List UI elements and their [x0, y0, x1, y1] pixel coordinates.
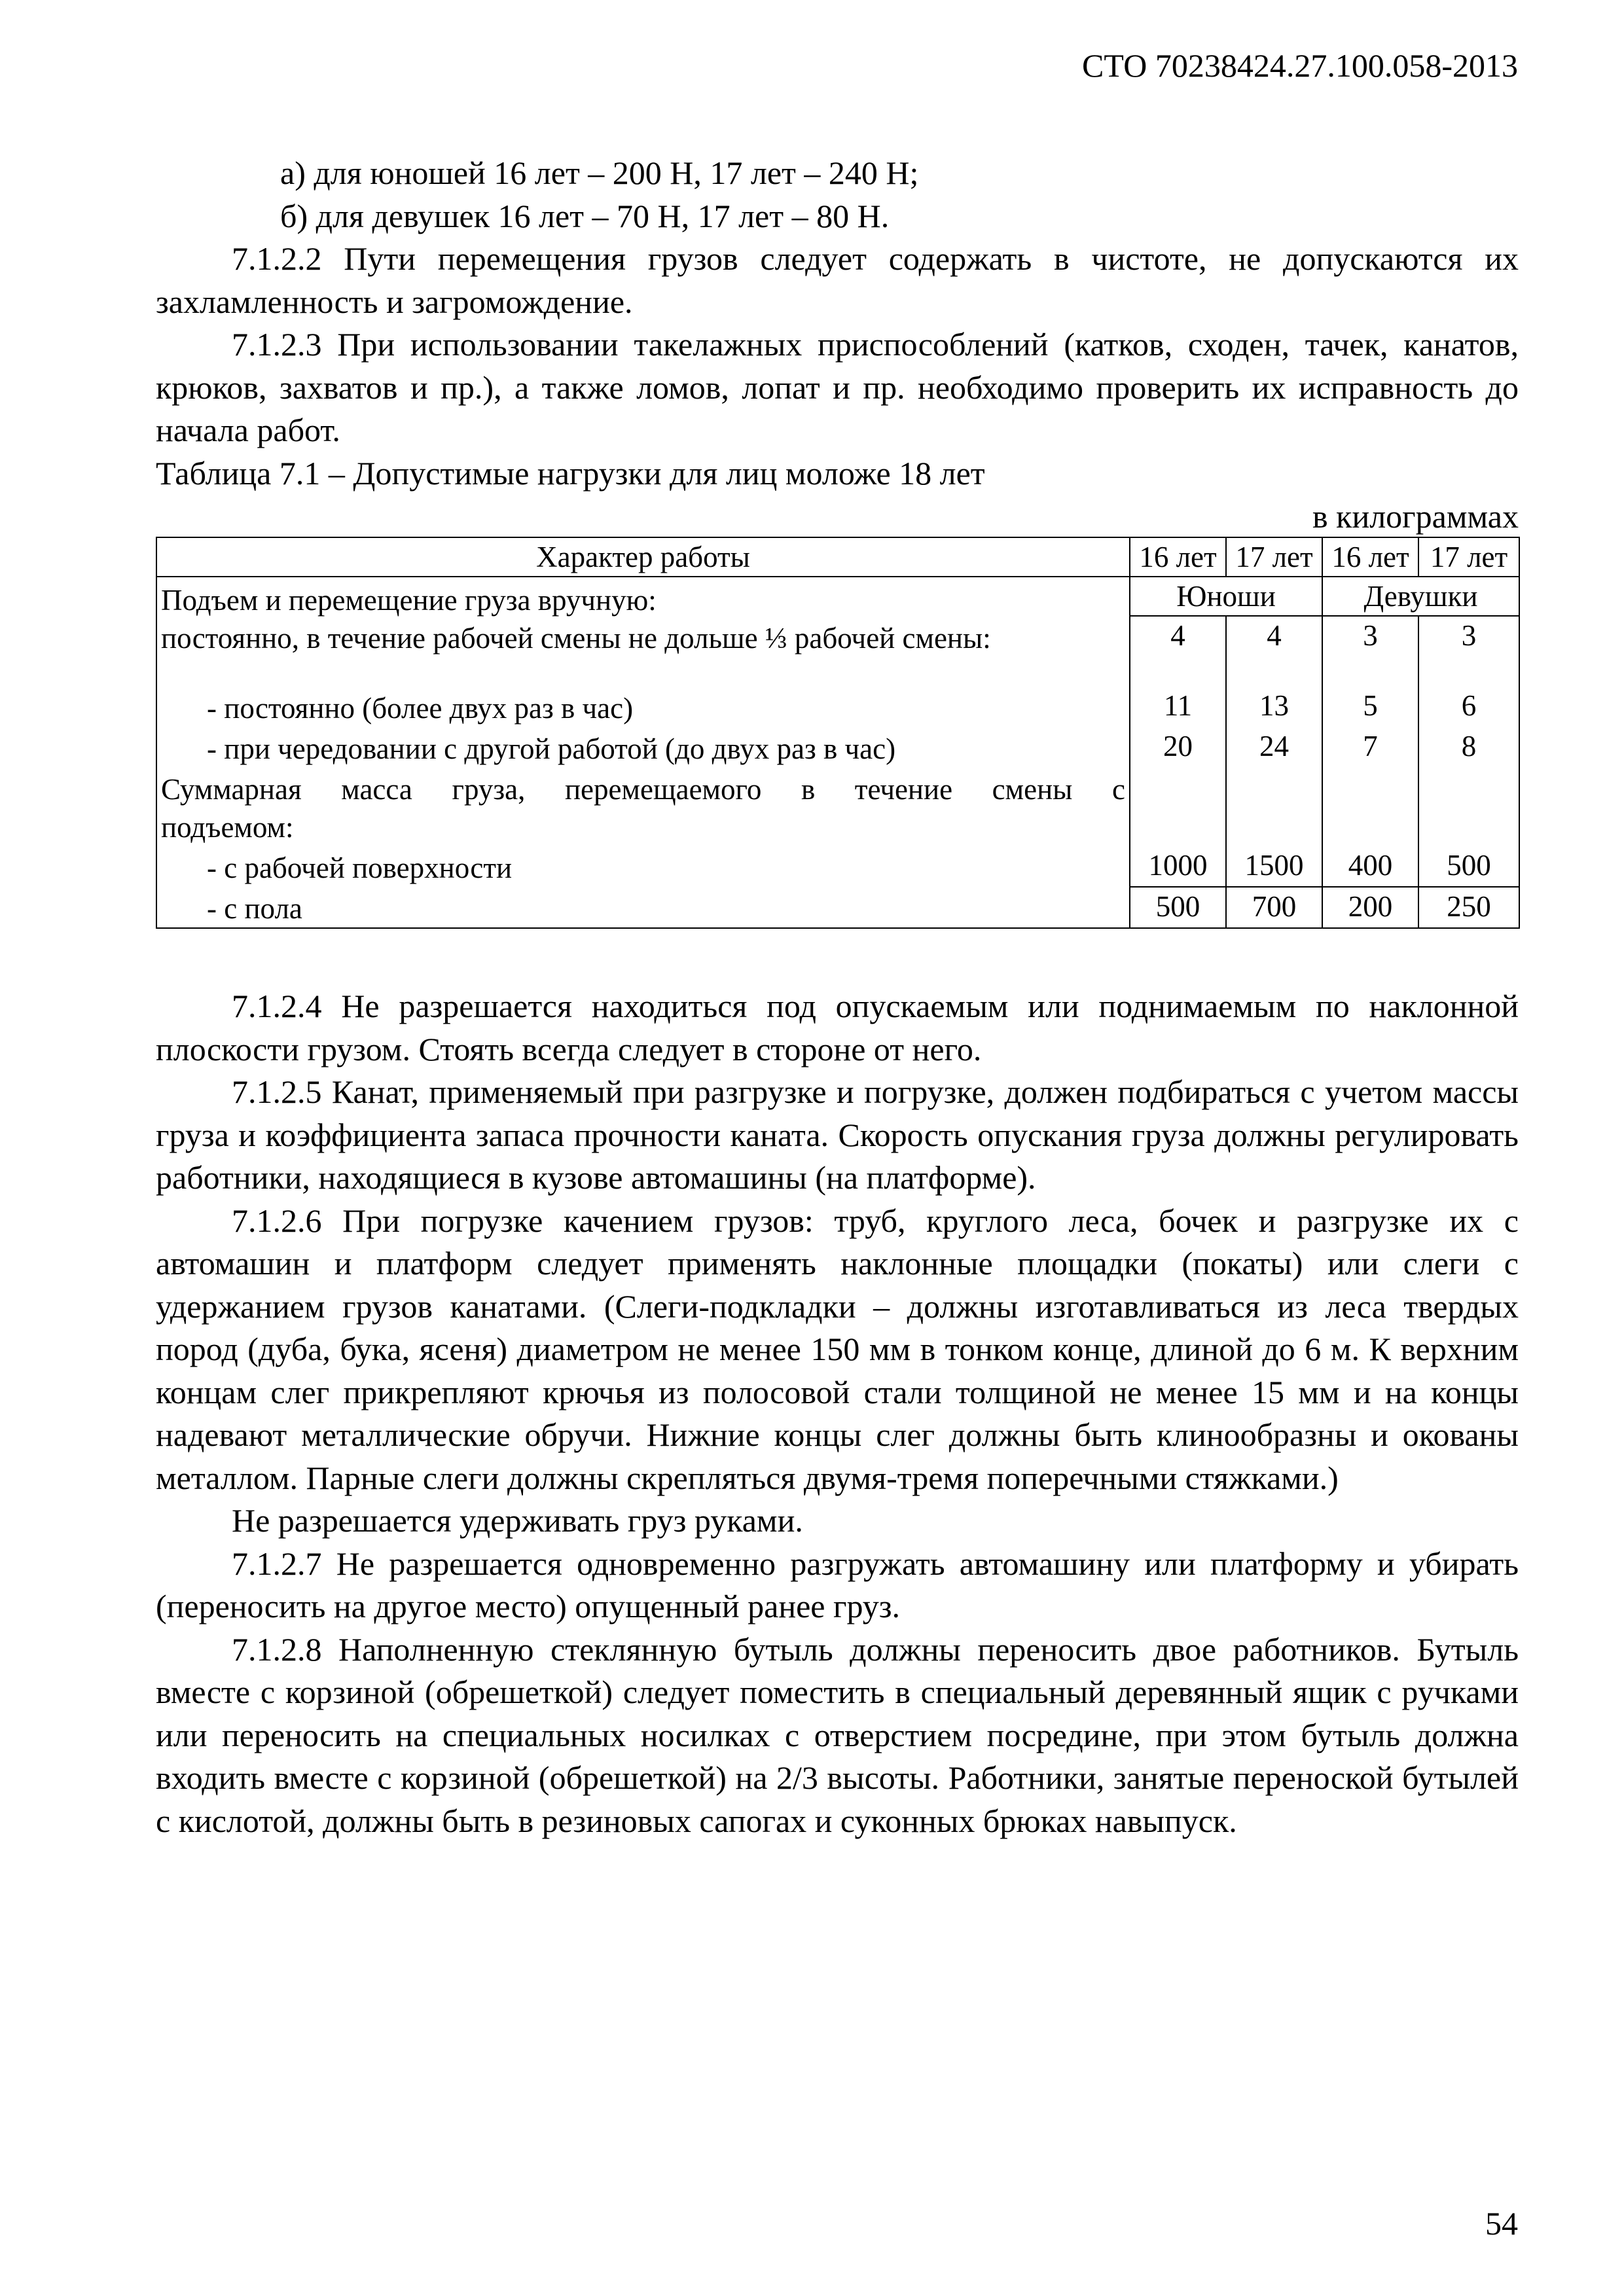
- group-boys: Юноши: [1130, 577, 1322, 616]
- paragraph-7-1-2-4: 7.1.2.4 Не разрешается находиться под опускаемым или поднимаемым по наклонной плоскости грузом. Стоять всегда следует в стороне от него.: [156, 988, 1519, 1067]
- paragraph-7-1-2-3: 7.1.2.3 При использовании такелажных приспособлений (катков, сходен, тачек, канатов, крюков, захватов и пр.), а также ломов, лопат и пр. необходимо проверить их исправность до начала работ.: [156, 326, 1519, 448]
- cell-value: 7: [1322, 727, 1418, 768]
- paragraph-7-1-2-5: 7.1.2.5 Канат, применяемый при разгрузке и погрузке, должен подбираться с учетом массы груза и коэффициента запаса прочности каната. Скорость опускания груза должны регулировать работники, находящиеся в кузове автомашины (на платформе).: [156, 1073, 1519, 1196]
- header-age-2: 17 лет: [1226, 537, 1322, 577]
- paragraphs-after-table: [156, 985, 1519, 1842]
- cell-value: [1322, 768, 1418, 846]
- page-content: [156, 152, 1519, 1842]
- table-header-row: [156, 537, 1519, 577]
- cell-value: 11: [1130, 687, 1226, 727]
- row-label-line: Суммарная масса груза, перемещаемого в течение смены с: [161, 773, 1125, 806]
- table-unit: в килограммах: [1312, 498, 1519, 535]
- cell-value: 4: [1130, 616, 1226, 687]
- table-row: [156, 577, 1519, 616]
- cell-value: 200: [1322, 887, 1418, 928]
- row-label: [156, 577, 1130, 687]
- list-item-b: б) для девушек 16 лет – 70 Н, 17 лет – 80 Н.: [280, 197, 890, 234]
- paragraph-7-1-2-8: 7.1.2.8 Наполненную стеклянную бутыль должны переносить двое работников. Бутыль вместе с корзиной (обрешеткой) следует поместить в специальный деревянный ящик с ручками или переносить на специальных носилках с отверстием посредине, при этом бутыль должна входить вместе с корзиной (обрешеткой) на 2/3 высоты. Работники, занятые переноской бутылей с кислотой, должны быть в резиновых сапогах и суконных брюках навыпуск.: [156, 1630, 1519, 1839]
- paragraph-7-1-2-7: 7.1.2.7 Не разрешается одновременно разгружать автомашину или платформу и убирать (переносить на другое место) опущенный ранее груз.: [156, 1545, 1519, 1624]
- document-code-header: СТО 70238424.27.100.058-2013: [1082, 47, 1518, 84]
- cell-value: 20: [1130, 727, 1226, 768]
- header-age-1: 16 лет: [1130, 537, 1226, 577]
- row-label: [156, 768, 1130, 846]
- paragraph-7-1-2-2: 7.1.2.2 Пути перемещения грузов следует содержать в чистоте, не допускаются их захламленность и загромождение.: [156, 240, 1519, 320]
- load-limits-table: [156, 537, 1520, 929]
- row-label: [156, 727, 1130, 768]
- row-label-line: Подъем и перемещение груза вручную:: [161, 584, 657, 617]
- table-row: [156, 687, 1519, 727]
- row-label-text: - с пола: [207, 892, 302, 925]
- page-number: 54: [1485, 2205, 1518, 2242]
- cell-value: 13: [1226, 687, 1322, 727]
- cell-value: [1418, 768, 1519, 846]
- paragraph-hold-by-hands: Не разрешается удерживать груз руками.: [232, 1502, 803, 1539]
- row-label: [156, 687, 1130, 727]
- group-girls: Девушки: [1322, 577, 1519, 616]
- header-age-4: 17 лет: [1418, 537, 1519, 577]
- cell-value: 4: [1226, 616, 1322, 687]
- cell-value: 3: [1418, 616, 1519, 687]
- cell-value: 8: [1418, 727, 1519, 768]
- table-row: [156, 727, 1519, 768]
- row-label: [156, 846, 1130, 887]
- table-row: [156, 768, 1519, 846]
- header-work-type: Характер работы: [156, 537, 1130, 577]
- row-label: [156, 887, 1130, 928]
- row-label-line: постоянно, в течение рабочей смены не дольше ⅓ рабочей смены:: [161, 622, 991, 655]
- cell-value: 400: [1322, 846, 1418, 887]
- row-label-line: подъемом:: [161, 811, 294, 844]
- table-row: [156, 846, 1519, 887]
- table-caption: Таблица 7.1 – Допустимые нагрузки для лиц моложе 18 лет: [156, 454, 985, 492]
- row-label-text: - при чередовании с другой работой (до двух раз в час): [207, 732, 896, 765]
- row-label-text: - постоянно (более двух раз в час): [207, 692, 634, 725]
- row-label-text: - с рабочей поверхности: [207, 852, 513, 884]
- cell-value: 250: [1418, 887, 1519, 928]
- cell-value: 1000: [1130, 846, 1226, 887]
- cell-value: 700: [1226, 887, 1322, 928]
- cell-value: 3: [1322, 616, 1418, 687]
- cell-value: 5: [1322, 687, 1418, 727]
- cell-value: 24: [1226, 727, 1322, 768]
- cell-value: 6: [1418, 687, 1519, 727]
- cell-value: 500: [1130, 887, 1226, 928]
- cell-value: 1500: [1226, 846, 1322, 887]
- paragraph-7-1-2-6: 7.1.2.6 При погрузке качением грузов: труб, круглого леса, бочек и разгрузке их с автомашин и платформ следует применять наклонные площадки (покаты) или слеги с удержанием грузов канатами. (Слеги-подкладки – должны изготавливаться из леса твердых пород (дуба, бука, ясеня) диаметром не менее 150 мм в тонком конце, длиной до 6 м. К верхним концам слег прикрепляют крючья из полосовой стали толщиной не менее 15 мм и на концы надевают металлические обручи. Нижние концы слег должны быть клинообразны и окованы металлом. Парные слеги должны скрепляться двумя-тремя поперечными стяжками.): [156, 1202, 1519, 1496]
- header-age-3: 16 лет: [1322, 537, 1418, 577]
- cell-value: [1226, 768, 1322, 846]
- table-row: [156, 887, 1519, 928]
- cell-value: [1130, 768, 1226, 846]
- cell-value: 500: [1418, 846, 1519, 887]
- list-item-a: а) для юношей 16 лет – 200 Н, 17 лет – 240 Н;: [280, 154, 919, 191]
